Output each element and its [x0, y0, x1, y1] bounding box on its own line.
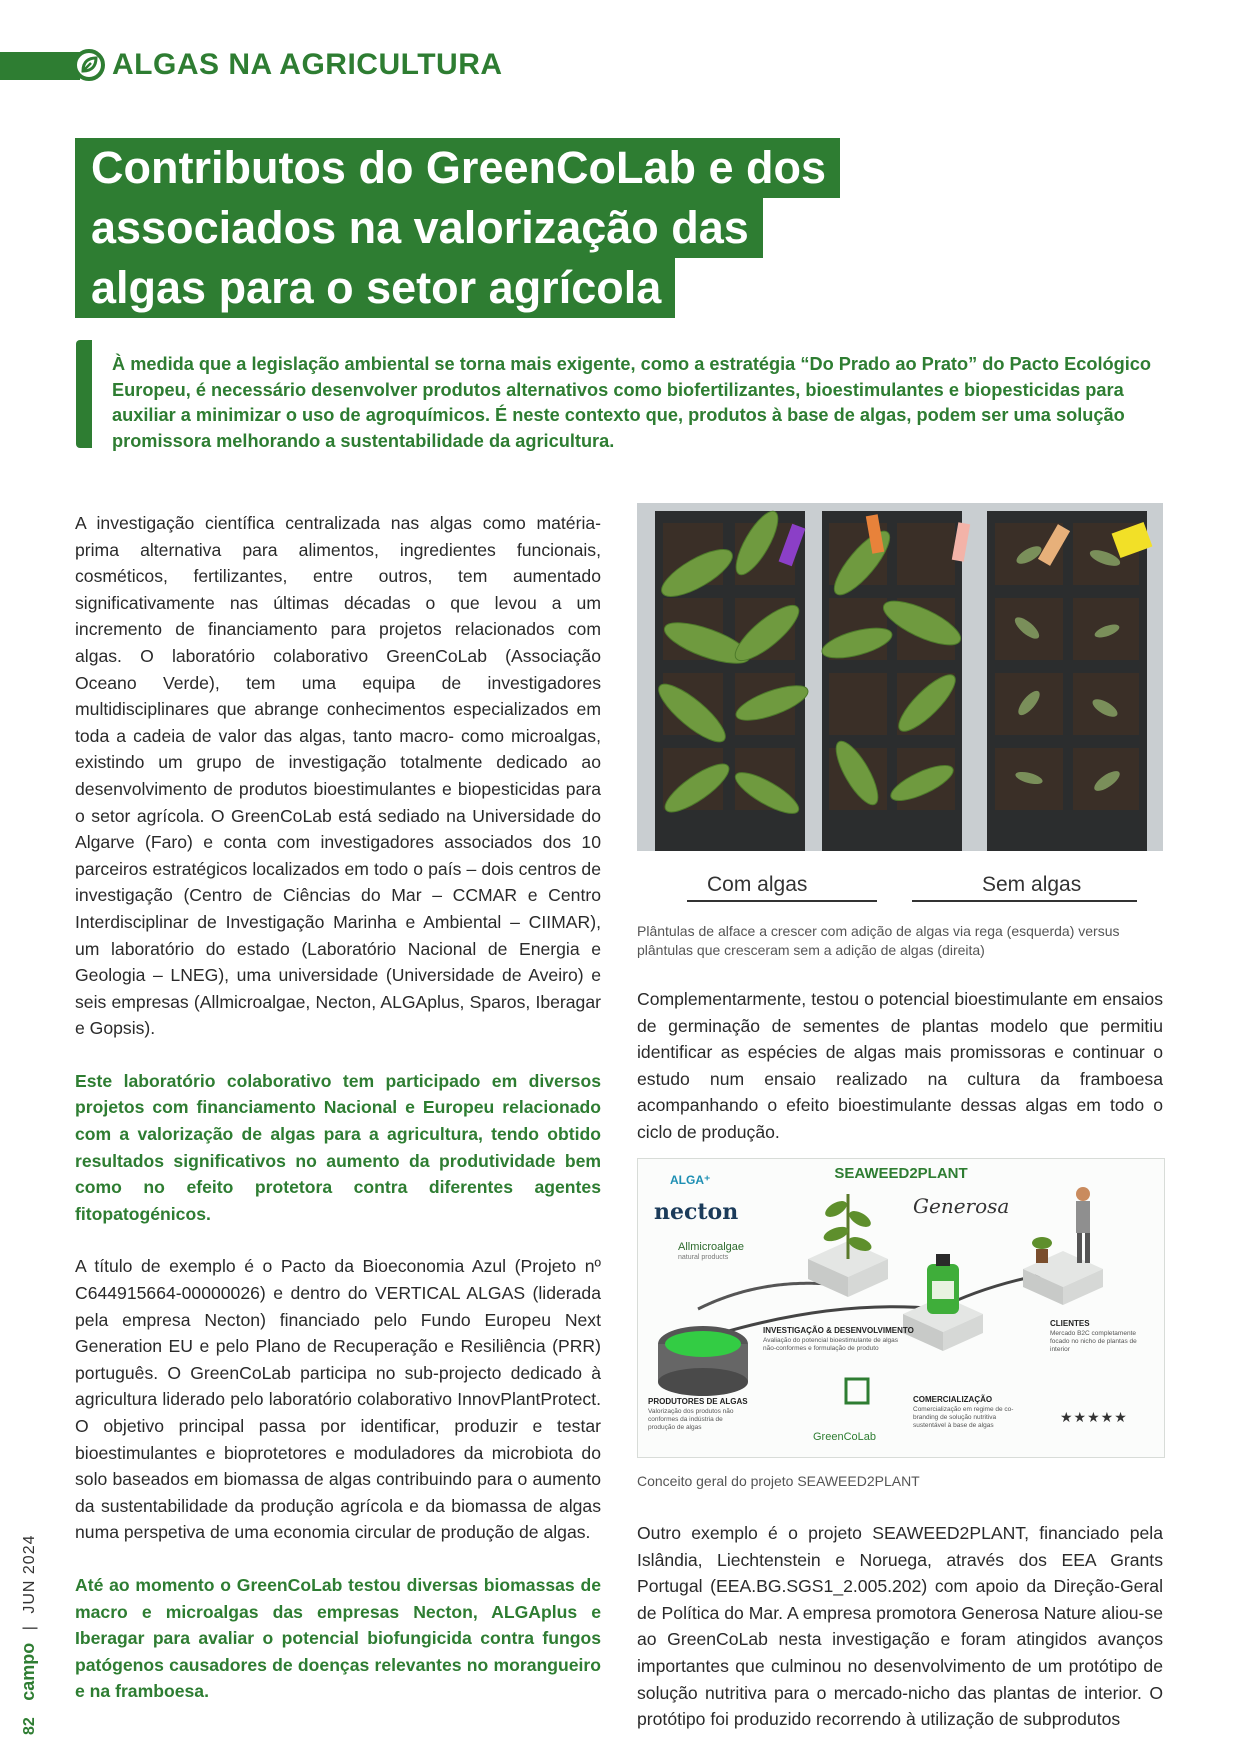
magazine-logo: campo — [18, 1642, 38, 1701]
label-with-algae: Com algas — [707, 873, 808, 896]
lead-bar — [76, 340, 92, 448]
body-paragraph: Outro exemplo é o projeto SEAWEED2PLANT, financiado pela Islândia, Liechtenstein e Noruega, através dos EEA Grants Portugal (EEA.BG.SGS1_2.005.202) com apoio da Direção-Geral de Política do Mar. A empresa promotora Generosa Nature aliou-se ao GreenCoLab nesta investigação e foram atingidos avanços importantes que culminou no desenvolvimento de um protótipo de solução nutritiva para o mercado-nicho das plantas de interior. O protótipo foi produzido recorrendo à utilização de subprodutos — [637, 1523, 1163, 1730]
footer-divider: | — [21, 1626, 38, 1631]
logo-algaplus: ALGA⁺ — [670, 1173, 711, 1187]
body-paragraph: A investigação científica centralizada nas algas como matéria-prima alternativa para alimentos, ingredientes funcionais, cosméticos, fertilizantes, entre outros, tem aumentado significativamente nas últimas décadas o que levou a um incremento de financiamento para projetos relacionados com algas. O laboratório colaborativo GreenCoLab (Associação Oceano Verde), tem uma equipa de investigadores multidisciplinares que abrange conhecimentos especializados em toda a cadeia de valor das algas, tanto macro- como microalgas, existindo um grupo de investigação totalmente dedicado ao desenvolvimento de produtos bioestimulantes e biopesticidas para o setor agrícola. O GreenCoLab está sediado na Universidade do Algarve (Faro) e conta com investigadores associados dos 10 parceiros estratégicos localizados em todo o país – dois centros de investigação (Centro de Ciências do Mar – CCMAR e Centro Interdisciplinar de Investigação Marinha e Ambiental – CIIMAR), um laboratório do estado (Laboratório Nacional de Energia e Geologia – LNEG), uma universidade (Universidade de Aveiro) e seis empresas (Allmicroalgae, Necton, ALGAplus, Sparos, Iberagar e Gopsis). — [75, 513, 601, 1039]
section-bar — [0, 52, 80, 80]
stage-rd-title: INVESTIGAÇÃO & DESENVOLVIMENTO — [763, 1326, 914, 1335]
highlight-paragraph: Este laboratório colaborativo tem participado em diversos projetos com financiamento Nacional e Europeu relacionado com a valorização de algas para a agricultura, tendo obtido resultados significativos no aumento da produtividade bem como no efeito protetora contra diferentes agentes fitopatogénicos. — [75, 1070, 601, 1224]
right-paragraph-2-wrap — [637, 1520, 1163, 1759]
seaweed2plant-diagram — [637, 1158, 1165, 1458]
stage-clients-title: CLIENTES — [1050, 1319, 1090, 1328]
title-line: associados na valorização das — [75, 198, 763, 258]
page-footer — [18, 1535, 39, 1736]
diagram-title: SEAWEED2PLANT — [834, 1165, 968, 1182]
logo-allmicroalgae: Allmicroalgae — [678, 1241, 745, 1253]
logo-greencolab: GreenCoLab — [813, 1431, 876, 1443]
stage-producers-title: PRODUTORES DE ALGAS — [648, 1397, 748, 1406]
seedling-photo — [637, 503, 1163, 905]
leaf-icon — [72, 48, 106, 82]
section-title: ALGAS NA AGRICULTURA — [112, 48, 503, 81]
right-paragraph-1-wrap — [637, 986, 1163, 1172]
title-line: Contributos do GreenCoLab e dos — [75, 138, 840, 198]
stage-rd-text: Avaliação do potencial bioestimulante de algas não-conformes e formulação de produto — [763, 1337, 899, 1352]
photo-caption: Plântulas de alface a crescer com adição de algas via rega (esquerda) versus plântulas que cresceram sem a adição de algas (direita) — [637, 923, 1120, 958]
highlight-paragraph: Até ao momento o GreenCoLab testou diversas biomassas de macro e microalgas das empresas Necton, ALGAplus e Iberagar para avaliar o potencial biofungicida contra fungos patógenos causadores de doenças relevantes no morangueiro e na framboesa. — [75, 1574, 601, 1702]
issue-date: JUN 2024 — [21, 1534, 38, 1614]
stage-commercialization-text: Comercialização em regime de co-branding de solução nutritiva sustentável à base de algas — [913, 1406, 1014, 1429]
logo-generosa: Generosa — [913, 1194, 1010, 1218]
logo-necton: necton — [654, 1199, 739, 1225]
page-number: 82 — [21, 1717, 38, 1735]
article-title — [75, 138, 840, 318]
seedling-photo-graphic — [637, 503, 1163, 905]
diagram-caption: Conceito geral do projeto SEAWEED2PLANT — [637, 1473, 920, 1489]
title-line: algas para o setor agrícola — [75, 258, 675, 318]
body-paragraph: Complementarmente, testou o potencial bioestimulante em ensaios de germinação de sementes de plantas modelo que permitiu identificar as espécies de algas mais promissoras e continuar o estudo num ensaio realizado na cultura da framboesa acompanhando o efeito bioestimulante dessas algas em todo o ciclo de produção. — [637, 989, 1163, 1142]
left-column — [75, 510, 601, 1731]
body-paragraph: A título de exemplo é o Pacto da Bioeconomia Azul (Projeto nº C644915664-00000026) e dentro do VERTICAL ALGAS (liderada pela empresa Necton) financiado pelo Fundo Europeu Next Generation EU e pelo Plano de Recuperação e Resiliência (PRR) português. O GreenCoLab participa no sub-projecto dedicado à agricultura liderado pelo laboratório colaborativo InnovPlantProtect. O objetivo principal passa por identificar, produzir e testar bioestimulantes e bioprotetores e moduladores da microbiota do solo baseados em biomassa de algas contribuindo para o aumento da sustentabilidade da produção agrícola e da biomassa de algas numa perspetiva de uma economia circular de produção de algas. — [75, 1256, 601, 1543]
stage-producers-text: Valorização dos produtos não conformes da indústria de produção de algas — [648, 1408, 734, 1431]
stage-clients-text: Mercado B2C completamente focado no nicho de plantas de interior — [1050, 1330, 1137, 1353]
stage-commercialization-title: COMERCIALIZAÇÃO — [913, 1395, 993, 1404]
logo-allmicroalgae-sub: natural products — [678, 1254, 729, 1261]
label-without-algae: Sem algas — [982, 873, 1082, 896]
lead-paragraph: À medida que a legislação ambiental se torna mais exigente, como a estratégia “Do Prado ao Prato” do Pacto Ecológico Europeu, é necessário desenvolver produtos alternativos como biofertilizantes, bioestimulantes e biopesticidas para auxiliar a minimizar o uso de agroquímicos. É neste contexto que, produtos à base de algas, podem ser uma solução promissora melhorando a sustentabilidade da agricultura. — [112, 354, 1152, 451]
rating-stars: ★★★★★ — [1060, 1409, 1128, 1425]
